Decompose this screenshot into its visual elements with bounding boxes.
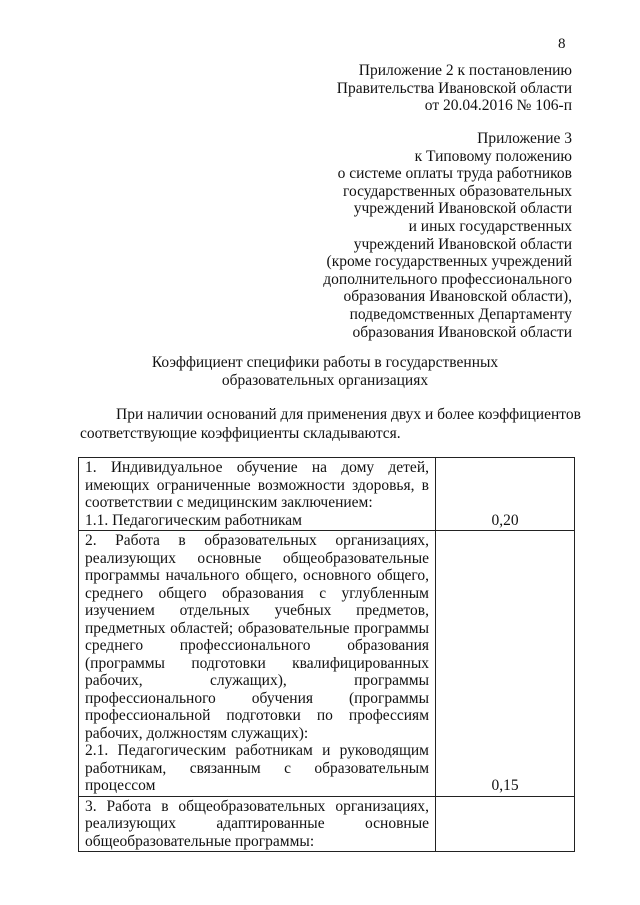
- row-line: соответствии с медицинским заключением:: [85, 494, 373, 511]
- row-line: 2. Работа в образовательных организациях,: [85, 532, 429, 549]
- row-line: процессом: [85, 777, 156, 794]
- row-line: рабочих, служащих), программы: [85, 672, 429, 689]
- row-line: реализующих адаптированные основные: [85, 815, 429, 832]
- appendix-ref-line: учреждений Ивановской области: [353, 235, 572, 253]
- row-line: 3. Работа в общеобразовательных организациях,: [85, 797, 429, 815]
- page-number: 8: [558, 36, 566, 52]
- row-line: 1.1. Педагогическим работникам: [85, 511, 302, 529]
- row-line: профессиональной подготовки по профессиям: [85, 707, 429, 724]
- appendix-ref-line: подведомственных Департаменту: [349, 305, 572, 323]
- document-title-line: образовательных организациях: [221, 371, 429, 389]
- row-description: [79, 531, 436, 797]
- row-line: профессионального обучения (программы: [85, 689, 429, 707]
- appendix-header-line: Правительства Ивановской области: [336, 79, 572, 97]
- row-description: [79, 796, 436, 852]
- row-line: изучением отдельных учебных предметов,: [85, 602, 429, 619]
- appendix-ref-line: образования Ивановской области: [352, 323, 572, 341]
- row-line: имеющих ограниченные возможности здоровья, в: [85, 476, 429, 494]
- table-row: [79, 796, 575, 852]
- appendix-reference: [323, 130, 572, 341]
- appendix-ref-line: о системе оплаты труда работников: [337, 165, 572, 183]
- appendix-ref-line: государственных образовательных: [342, 182, 572, 200]
- row-line: предметных областей; образовательные программы: [85, 619, 429, 637]
- appendix-ref-line: Приложение 3: [477, 130, 572, 147]
- row-coefficient: [436, 796, 575, 852]
- table-row: [79, 531, 575, 797]
- appendix-header-line: от 20.04.2016 № 106-п: [424, 97, 572, 115]
- row-line: 1. Индивидуальное обучение на дому детей,: [85, 459, 429, 476]
- appendix-ref-line: дополнительного профессионального: [323, 270, 572, 288]
- row-line: рабочих, должностям служащих):: [85, 724, 309, 742]
- row-coefficient: 0,20: [436, 458, 575, 531]
- row-line: (программы подготовки квалифицированных: [85, 654, 429, 672]
- document-title-line: Коэффициент специфики работы в государственных: [151, 354, 499, 371]
- table-row: [79, 458, 575, 531]
- row-description: [79, 458, 436, 531]
- row-line: реализующих основные общеобразовательные: [85, 549, 429, 567]
- intro-line: При наличии оснований для применения двух и более коэффициентов: [116, 406, 581, 423]
- appendix-ref-line: и иных государственных: [408, 217, 572, 235]
- appendix-header-line: Приложение 2 к постановлению: [358, 62, 572, 79]
- row-line: общеобразовательные программы:: [85, 832, 315, 850]
- appendix-header: [337, 62, 572, 115]
- intro-line: соответствующие коэффициенты складываются.: [80, 425, 401, 442]
- appendix-ref-line: образования Ивановской области),: [343, 288, 572, 306]
- appendix-ref-line: к Типовому положению: [414, 147, 572, 165]
- appendix-ref-line: (кроме государственных учреждений: [326, 253, 572, 271]
- row-line: программы начального общего, основного общего,: [85, 567, 429, 584]
- row-line: 2.1. Педагогическим работникам и руководящим: [85, 742, 429, 759]
- row-coefficient: 0,15: [436, 531, 575, 797]
- row-line: работникам, связанным с образовательным: [85, 759, 429, 777]
- document-title: [80, 354, 570, 389]
- appendix-ref-line: учреждений Ивановской области: [353, 200, 572, 218]
- intro-paragraph: [80, 405, 581, 443]
- row-line: среднего общего образования с углубленным: [85, 584, 429, 602]
- row-line: среднего профессионального образования: [85, 637, 429, 654]
- coefficient-table: [78, 457, 575, 852]
